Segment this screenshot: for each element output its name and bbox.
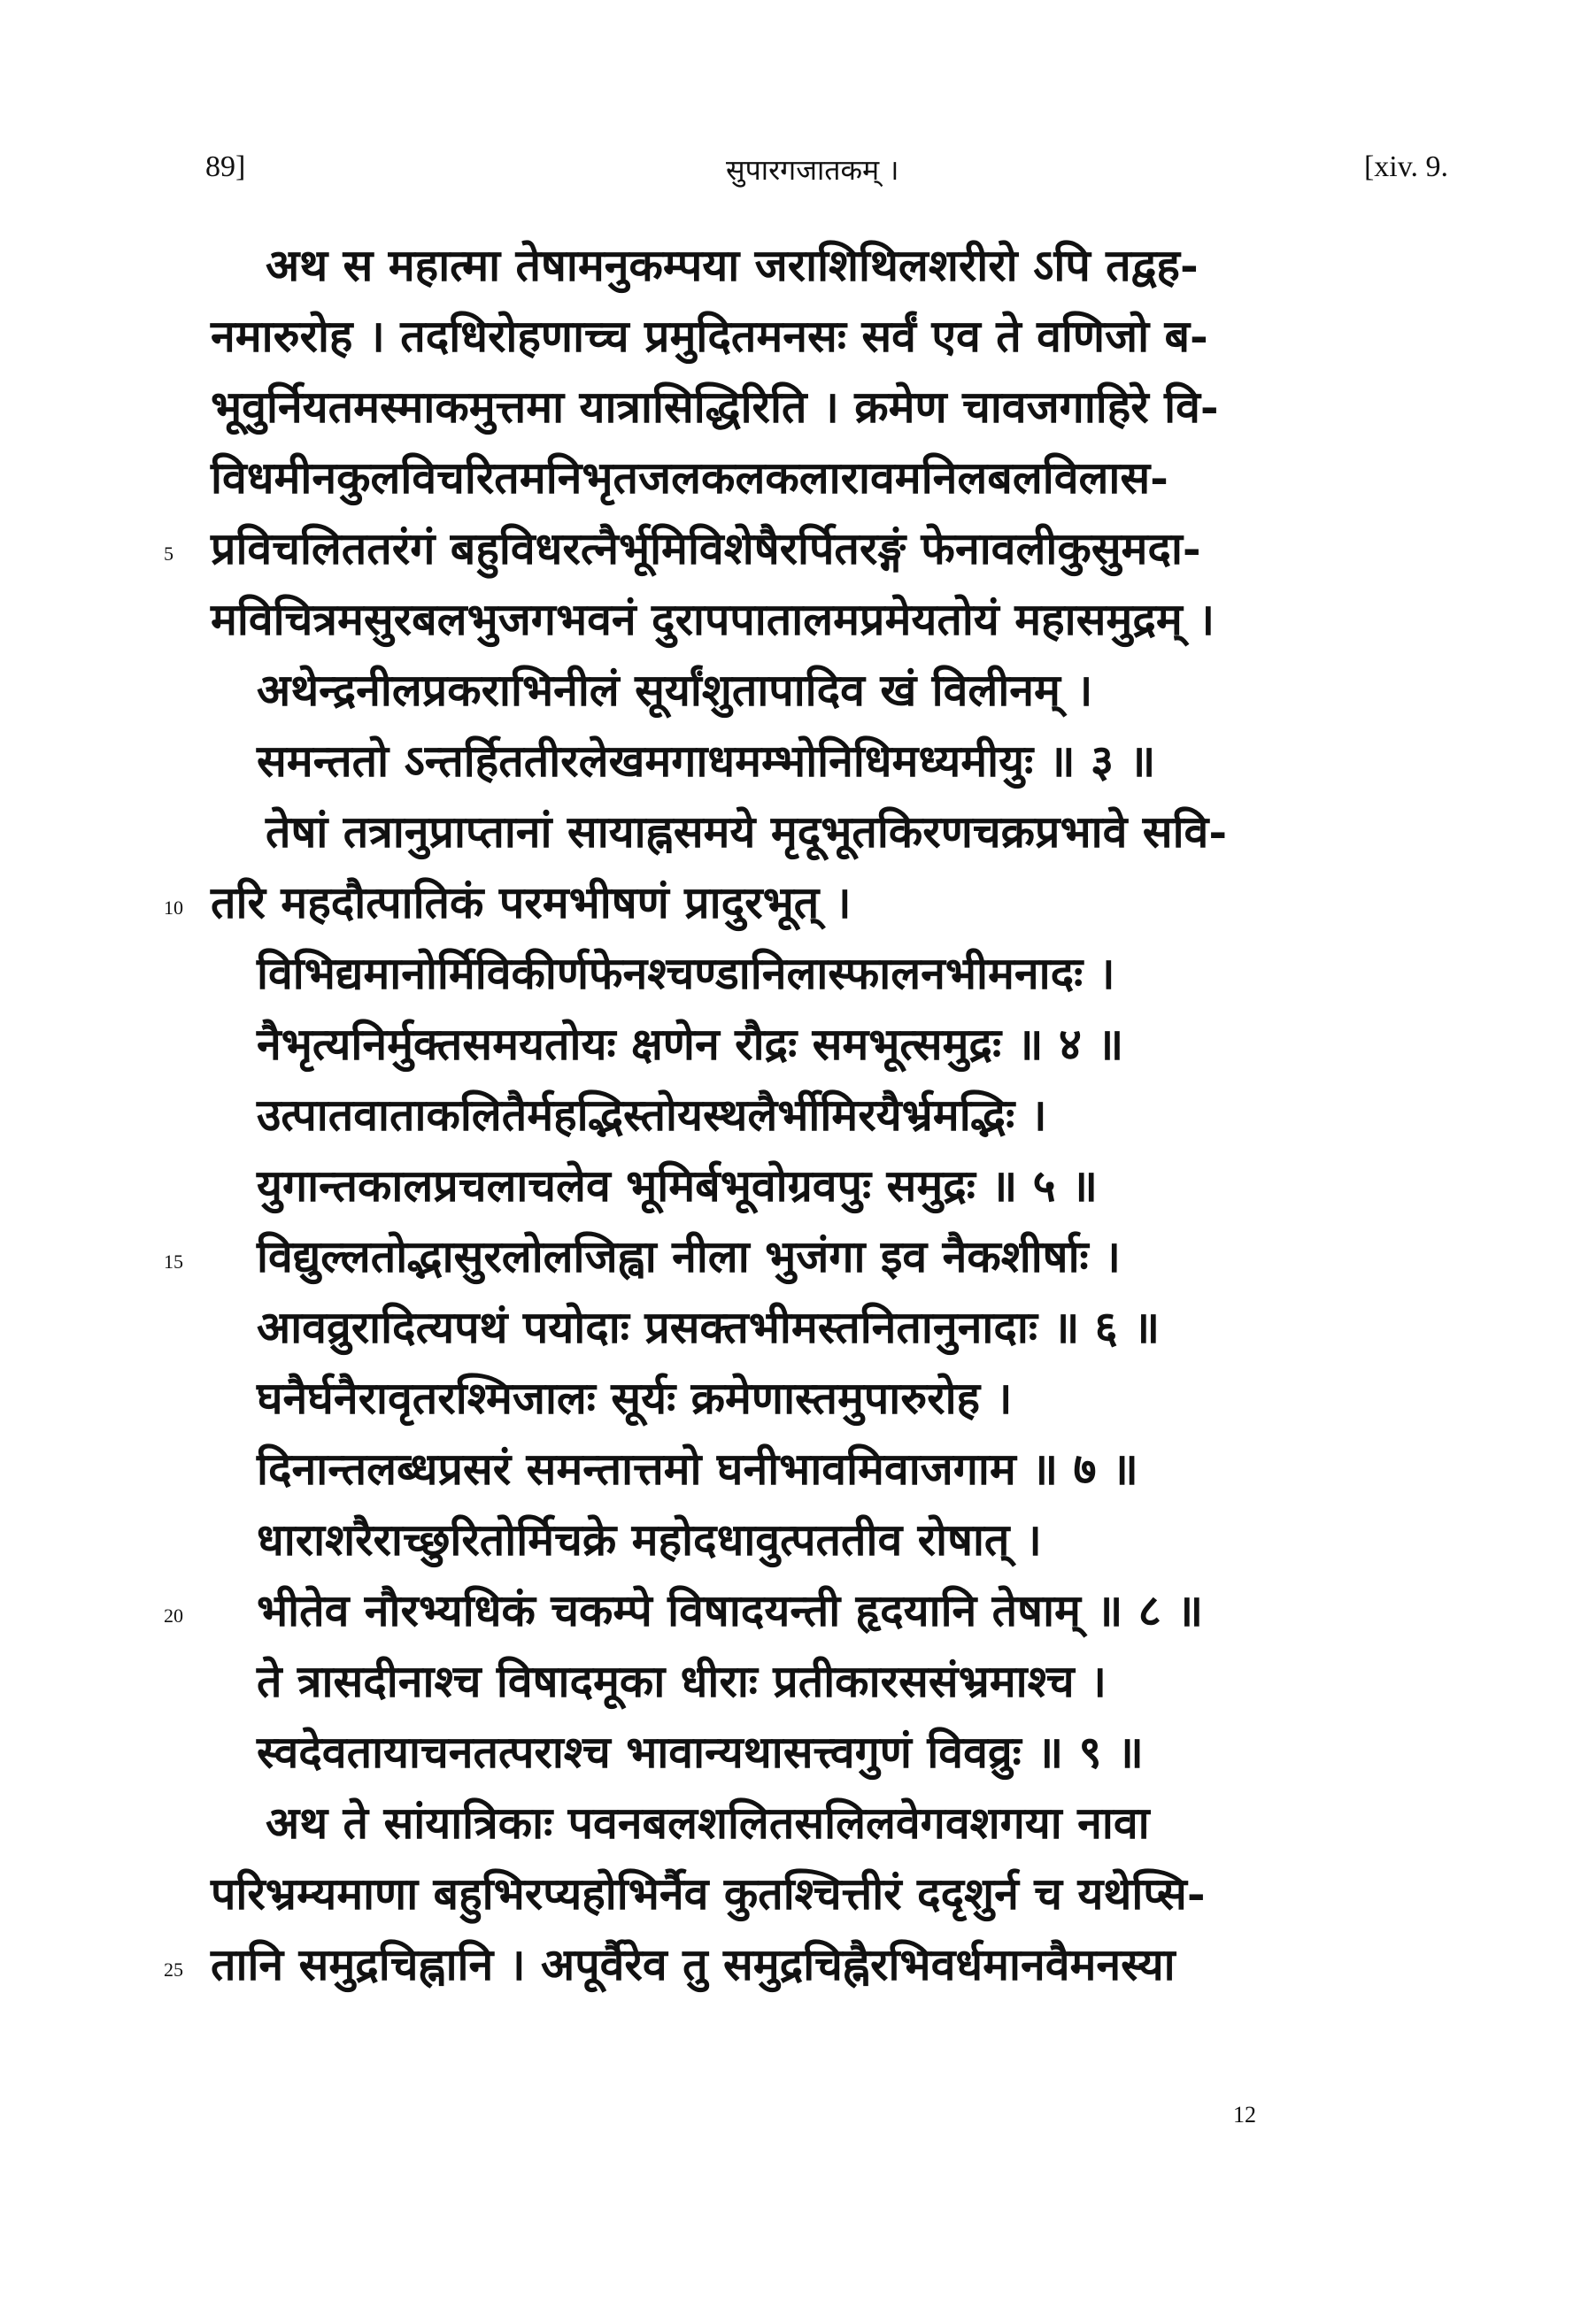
line-text: भीतेव नौरभ्यधिकं चकम्पे विषादयन्ती हृदयानि तेषाम् ॥ ८ ॥	[257, 1584, 1204, 1636]
line-text: नमारुरोह । तदधिरोहणाच्च प्रमुदितमनसः सर्वं एव ते वणिजो ब-	[211, 310, 1208, 362]
line-text: नैभृत्यनिर्मुक्तसमयतोयः क्षणेन रौद्रः समभूत्समुद्रः ॥ ४ ॥	[257, 1018, 1124, 1070]
text-line	[0, 867, 1581, 938]
running-title: सुपारगजातकम् ।	[726, 153, 899, 187]
text-line	[0, 1929, 1581, 2000]
text-line	[0, 230, 1581, 301]
text-line	[0, 513, 1581, 584]
text-line	[0, 1221, 1581, 1292]
text-line	[0, 1575, 1581, 1646]
line-text: उत्पातवाताकलितैर्महद्भिस्तोयस्थलैर्भीमिरयैर्भ्रमद्भिः ।	[257, 1089, 1047, 1141]
text-line	[0, 655, 1581, 726]
text-line	[0, 1080, 1581, 1150]
text-line	[0, 372, 1581, 442]
line-text: अथ स महात्मा तेषामनुकम्पया जराशिथिलशरीरो ऽपि तद्वह-	[266, 239, 1199, 291]
line-text: प्रविचलिततरंगं बहुविधरत्नैर्भूमिविशेषैरर्पितरङ्गं फेनावलीकुसुमदा-	[211, 522, 1201, 574]
section-reference: [xiv. 9.	[1363, 150, 1448, 183]
text-line	[0, 1504, 1581, 1575]
text-line	[0, 442, 1581, 513]
line-number: 5	[164, 543, 174, 565]
line-text: अथ ते सांयात्रिकाः पवनबलशलितसलिलवेगवशगया नावा	[266, 1797, 1150, 1849]
line-number: 25	[164, 1958, 183, 1981]
text-line	[0, 1788, 1581, 1858]
line-text: अथेन्द्रनीलप्रकराभिनीलं सूर्यांशुतापादिव खं विलीनम् ।	[257, 664, 1093, 716]
line-text: विधमीनकुलविचरितमनिभृतजलकलकलारावमनिलबलविलास-	[211, 451, 1168, 504]
line-text: भूवुर्नियतमस्माकमुत्तमा यात्रासिद्धिरिति । क्रमेण चावजगाहिरे वि-	[211, 381, 1219, 433]
signature-mark: 12	[1233, 2102, 1256, 2128]
text-line	[0, 796, 1581, 867]
text-line	[0, 1858, 1581, 1929]
text-line	[0, 1150, 1581, 1221]
line-text: स्वदेवतायाचनतत्पराश्च भावान्यथासत्त्वगुणं विवव्रुः ॥ ९ ॥	[257, 1726, 1144, 1778]
line-text: ते त्रासदीनाश्च विषादमूका धीराः प्रतीकारससंभ्रमाश्च ।	[257, 1655, 1107, 1707]
line-text: विभिद्यमानोर्मिविकीर्णफेनश्चण्डानिलास्फालनभीमनादः ।	[257, 947, 1115, 999]
line-number: 10	[164, 897, 183, 919]
text-line	[0, 1363, 1581, 1434]
line-number: 15	[164, 1250, 183, 1273]
line-text: धाराशरैराच्छुरितोर्मिचक्रे महोदधावुत्पततीव रोषात् ।	[257, 1513, 1042, 1566]
text-line	[0, 938, 1581, 1009]
text-line	[0, 301, 1581, 372]
text-line	[0, 1292, 1581, 1363]
text-line	[0, 1646, 1581, 1717]
page-header	[0, 150, 1581, 204]
line-text: तानि समुद्रचिह्नानि । अपूर्वैरेव तु समुद्रचिह्नैरभिवर्धमानवैमनस्या	[211, 1938, 1176, 1990]
text-line	[0, 726, 1581, 796]
line-text: मविचित्रमसुरबलभुजगभवनं दुरापपातालमप्रमेयतोयं महासमुद्रम् ।	[211, 593, 1215, 645]
line-text: तरि महदौत्पातिकं परमभीषणं प्रादुरभूत् ।	[211, 876, 852, 928]
line-text: समन्ततो ऽन्तर्हिततीरलेखमगाधमम्भोनिधिमध्यमीयुः ॥ ३ ॥	[257, 735, 1156, 787]
line-text: विद्युल्लतोद्भासुरलोलजिह्वा नीला भुजंगा इव नैकशीर्षाः ।	[257, 1230, 1121, 1282]
text-line	[0, 1434, 1581, 1504]
line-text: दिनान्तलब्धप्रसरं समन्तात्तमो घनीभावमिवाजगाम ॥ ७ ॥	[257, 1443, 1138, 1495]
line-text: घनैर्घनैरावृतरश्मिजालः सूर्यः क्रमेणास्तमुपारुरोह ।	[257, 1372, 1013, 1424]
page-number: 89]	[205, 150, 246, 183]
line-text: तेषां तत्रानुप्राप्तानां सायाह्नसमये मृदूभूतकिरणचक्रप्रभावे सवि-	[266, 805, 1228, 858]
line-text: युगान्तकालप्रचलाचलेव भूमिर्बभूवोग्रवपुः समुद्रः ॥ ५ ॥	[257, 1159, 1098, 1212]
line-text: आवव्रुरादित्यपथं पयोदाः प्रसक्तभीमस्तनितानुनादाः ॥ ६ ॥	[257, 1301, 1161, 1353]
line-text: परिभ्रम्यमाणा बहुभिरप्यहोभिर्नैव कुतश्चित्तीरं ददृशुर्न च यथेप्सि-	[211, 1867, 1206, 1920]
line-number: 20	[164, 1604, 183, 1627]
text-line	[0, 584, 1581, 655]
text-line	[0, 1009, 1581, 1080]
text-line	[0, 1717, 1581, 1788]
